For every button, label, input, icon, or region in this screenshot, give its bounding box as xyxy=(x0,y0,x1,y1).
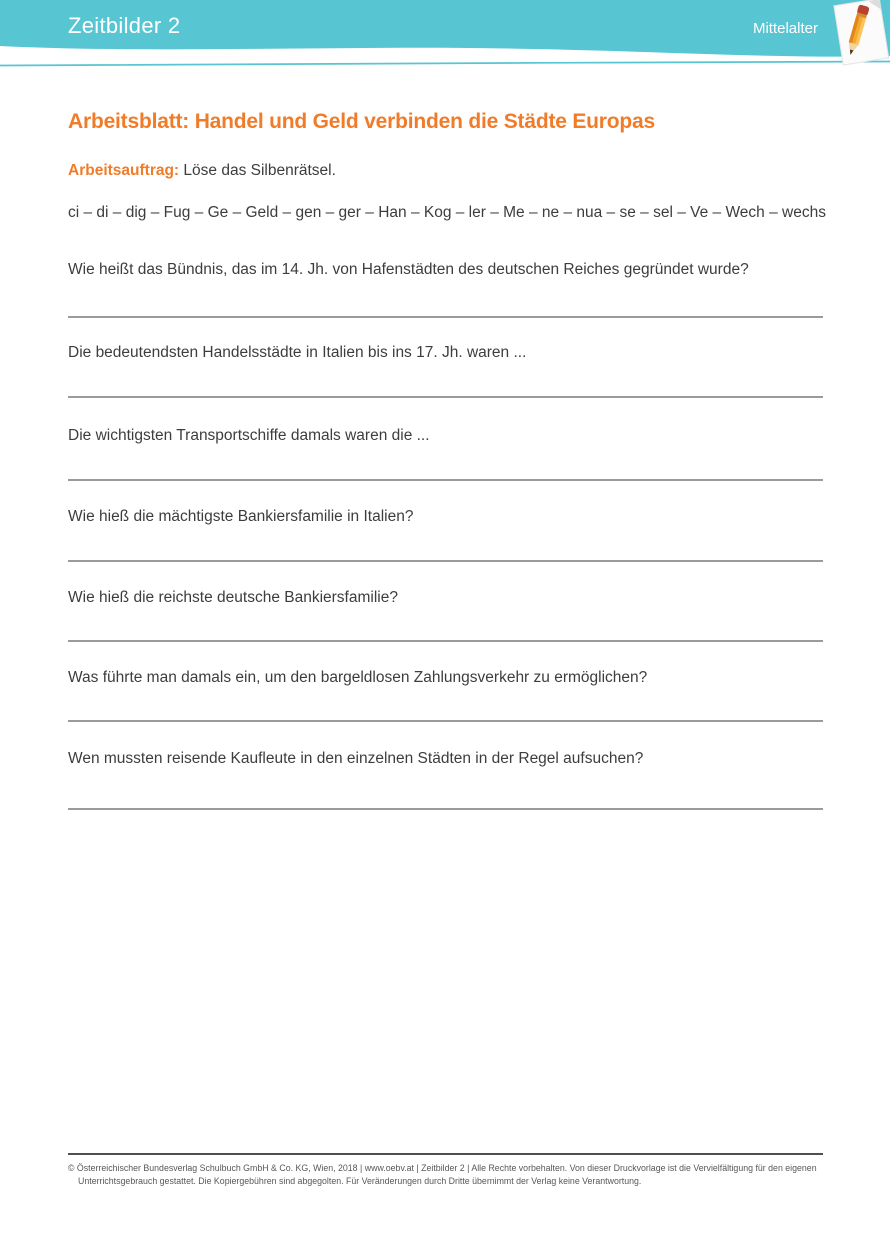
task-instruction xyxy=(68,162,336,180)
answer-line xyxy=(68,808,823,810)
footer-rule xyxy=(68,1153,823,1155)
pencil-icon xyxy=(826,0,890,70)
question-block-7 xyxy=(68,749,823,768)
page-footer xyxy=(68,1153,823,1188)
question-text: Wie hieß die mächtigste Bankiersfamilie in Italien? xyxy=(68,508,414,525)
header-thin-wave-line xyxy=(0,62,890,66)
task-label: Arbeitsauftrag: xyxy=(68,162,180,179)
question-block-1 xyxy=(68,260,823,279)
question-text: Wie heißt das Bündnis, das im 14. Jh. von Hafenstädten des deutschen Reiches gegründet wurde? xyxy=(68,261,749,278)
question-block-5 xyxy=(68,588,823,607)
question-block-4 xyxy=(68,507,823,526)
question-text: Wie hieß die reichste deutsche Bankiersfamilie? xyxy=(68,589,398,606)
page-title: Arbeitsblatt: Handel und Geld verbinden die Städte Europas xyxy=(68,110,655,134)
header-book-title: Zeitbilder 2 xyxy=(68,13,181,38)
header-chapter-label: Mittelalter xyxy=(752,20,818,37)
question-text: Wen mussten reisende Kaufleute in den einzelnen Städten in der Regel aufsuchen? xyxy=(68,750,644,767)
footer-line-1: © Österreichischer Bundesverlag Schulbuch GmbH & Co. KG, Wien, 2018 | www.oebv.at | Zeitbilder 2 | Alle Rechte vorbehalten. Von dieser Druckvorlage ist die Vervielfältigung für den eigenen xyxy=(68,1163,817,1173)
question-block-2 xyxy=(68,343,823,362)
task-text: Löse das Silbenrätsel. xyxy=(183,162,336,179)
answer-line xyxy=(68,396,823,398)
answer-line xyxy=(68,640,823,642)
syllable-list: ci – di – dig – Fug – Ge – Geld – gen – ger – Han – Kog – ler – Me – ne – nua – se – sel – Ve – Wech – wechs xyxy=(68,204,826,221)
question-text: Was führte man damals ein, um den bargeldlosen Zahlungsverkehr zu ermöglichen? xyxy=(68,669,648,686)
footer-line-2: Unterrichtsgebrauch gestattet. Die Kopiergebühren sind abgegolten. Für Veränderungen durch Dritte übernimmt der Verlag keine Verantwortung. xyxy=(78,1176,642,1186)
question-text: Die wichtigsten Transportschiffe damals waren die ... xyxy=(68,427,430,444)
answer-line xyxy=(68,479,823,481)
question-block-3 xyxy=(68,426,823,445)
question-block-6 xyxy=(68,668,823,687)
footer-copyright xyxy=(68,1162,823,1188)
answer-line xyxy=(68,720,823,722)
answer-line xyxy=(68,560,823,562)
question-text: Die bedeutendsten Handelsstädte in Italien bis ins 17. Jh. waren ... xyxy=(68,344,527,361)
answer-line xyxy=(68,316,823,318)
